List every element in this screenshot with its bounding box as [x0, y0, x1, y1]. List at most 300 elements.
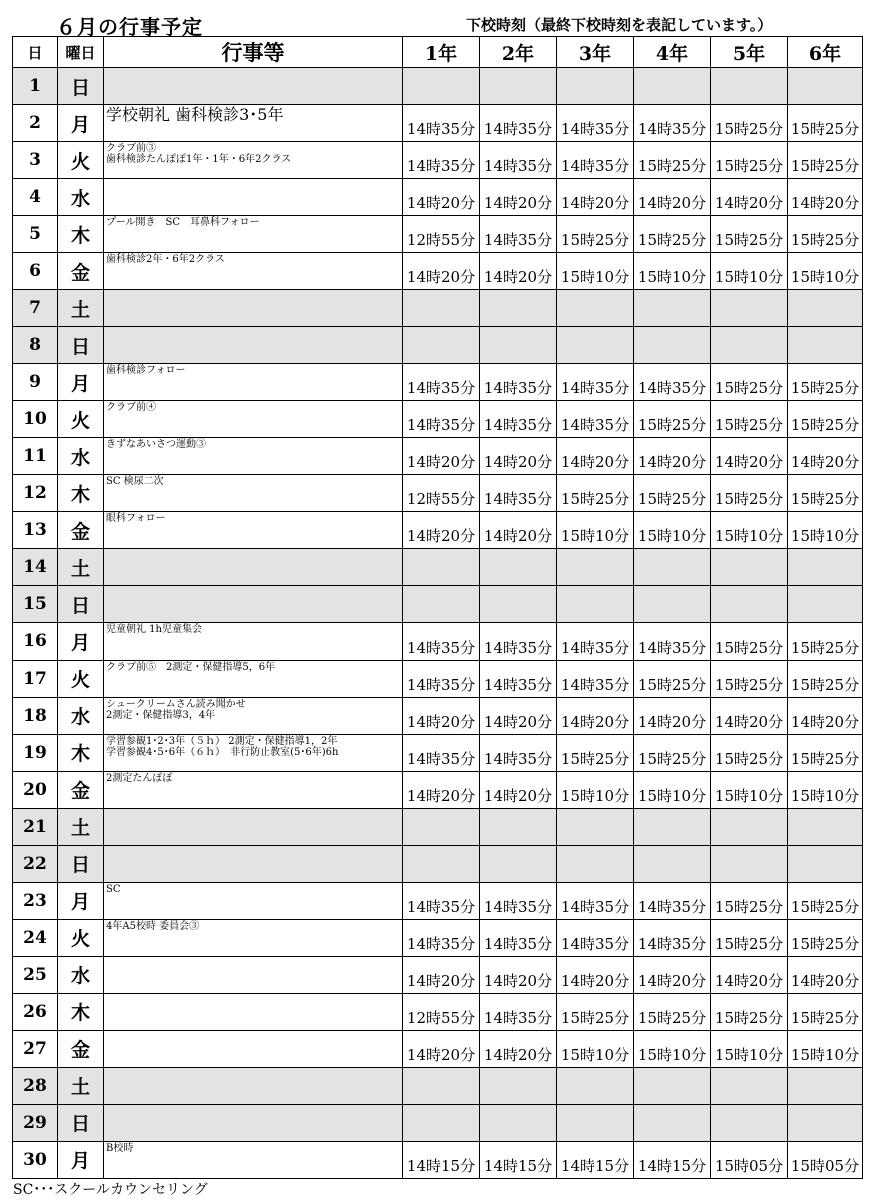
day-cell: 28	[13, 1067, 58, 1104]
dismissal-time-cell: 14時20分	[403, 956, 480, 993]
dismissal-time-cell	[480, 327, 557, 364]
dismissal-time-cell: 14時15分	[480, 1141, 557, 1178]
dismissal-time-cell: 14時35分	[403, 734, 480, 771]
dismissal-time-cell: 14時35分	[557, 364, 634, 401]
dismissal-time-cell: 14時20分	[403, 179, 480, 216]
weekday-cell: 火	[58, 919, 104, 956]
table-row	[13, 1067, 863, 1104]
dismissal-time-cell	[711, 586, 788, 623]
table-row	[13, 253, 863, 290]
dismissal-time-cell	[788, 549, 863, 586]
dismissal-time-cell: 14時35分	[557, 882, 634, 919]
column-header-grade-2: 2年	[480, 37, 557, 68]
dismissal-time-cell	[403, 68, 480, 105]
dismissal-time-cell	[711, 1067, 788, 1104]
event-cell	[104, 364, 403, 401]
table-row	[13, 734, 863, 771]
dismissal-time-cell: 14時35分	[403, 364, 480, 401]
event-cell	[104, 586, 403, 623]
dismissal-time-cell: 15時25分	[788, 364, 863, 401]
dismissal-time-cell: 15時25分	[711, 660, 788, 697]
dismissal-time-cell: 14時20分	[403, 253, 480, 290]
dismissal-time-cell: 14時20分	[634, 697, 711, 734]
dismissal-time-cell	[711, 68, 788, 105]
event-cell	[104, 808, 403, 845]
day-cell: 8	[13, 327, 58, 364]
table-row	[13, 105, 863, 142]
table-row	[13, 1104, 863, 1141]
dismissal-time-cell	[480, 845, 557, 882]
dismissal-time-cell: 14時20分	[480, 512, 557, 549]
dismissal-time-cell: 14時35分	[480, 623, 557, 660]
weekday-cell: 日	[58, 845, 104, 882]
table-row	[13, 68, 863, 105]
dismissal-time-cell: 14時20分	[634, 179, 711, 216]
dismissal-time-cell: 14時35分	[634, 882, 711, 919]
table-row	[13, 549, 863, 586]
weekday-cell: 月	[58, 364, 104, 401]
weekday-cell: 火	[58, 401, 104, 438]
day-cell: 15	[13, 586, 58, 623]
dismissal-time-cell: 15時25分	[711, 475, 788, 512]
dismissal-time-cell: 14時20分	[480, 253, 557, 290]
dismissal-time-cell: 14時20分	[711, 438, 788, 475]
dismissal-time-cell	[711, 549, 788, 586]
dismissal-time-cell	[711, 1104, 788, 1141]
column-header-grade-3: 3年	[557, 37, 634, 68]
dismissal-time-cell: 14時20分	[480, 697, 557, 734]
dismissal-time-cell: 14時15分	[634, 1141, 711, 1178]
dismissal-time-cell	[480, 1104, 557, 1141]
dismissal-time-cell: 14時35分	[557, 142, 634, 179]
weekday-cell: 土	[58, 1067, 104, 1104]
weekday-cell: 火	[58, 660, 104, 697]
dismissal-time-cell	[480, 808, 557, 845]
event-line: 眼科フォロー	[106, 513, 166, 525]
column-header-grade-6: 6年	[788, 37, 863, 68]
weekday-cell: 木	[58, 993, 104, 1030]
table-row	[13, 475, 863, 512]
dismissal-time-cell	[480, 586, 557, 623]
dismissal-time-cell: 15時10分	[788, 771, 863, 808]
event-cell	[104, 919, 403, 956]
event-cell	[104, 327, 403, 364]
dismissal-time-cell	[634, 586, 711, 623]
dismissal-time-cell	[557, 808, 634, 845]
column-header-grade-5: 5年	[711, 37, 788, 68]
dismissal-time-cell: 14時20分	[557, 956, 634, 993]
weekday-cell: 日	[58, 327, 104, 364]
weekday-cell: 土	[58, 290, 104, 327]
table-row	[13, 364, 863, 401]
day-cell: 3	[13, 142, 58, 179]
day-cell: 22	[13, 845, 58, 882]
dismissal-time-cell: 15時25分	[711, 993, 788, 1030]
weekday-cell: 木	[58, 734, 104, 771]
day-cell: 11	[13, 438, 58, 475]
dismissal-time-cell: 15時05分	[788, 1141, 863, 1178]
dismissal-time-cell	[557, 290, 634, 327]
event-cell	[104, 68, 403, 105]
day-cell: 19	[13, 734, 58, 771]
event-line: 学校朝礼 歯科検診3･5年	[106, 105, 284, 125]
weekday-cell: 日	[58, 586, 104, 623]
weekday-cell: 月	[58, 105, 104, 142]
dismissal-time-cell: 15時25分	[711, 882, 788, 919]
event-cell	[104, 697, 403, 734]
dismissal-time-cell: 15時25分	[711, 623, 788, 660]
dismissal-time-cell: 14時35分	[480, 919, 557, 956]
dismissal-time-cell: 14時20分	[480, 1030, 557, 1067]
dismissal-time-cell	[403, 549, 480, 586]
dismissal-time-cell: 14時35分	[634, 105, 711, 142]
event-cell	[104, 142, 403, 179]
event-cell	[104, 660, 403, 697]
table-row	[13, 808, 863, 845]
dismissal-time-cell	[711, 808, 788, 845]
dismissal-time-cell: 14時35分	[480, 660, 557, 697]
dismissal-time-cell: 15時25分	[557, 475, 634, 512]
column-header-grade-1: 1年	[403, 37, 480, 68]
table-row	[13, 993, 863, 1030]
weekday-cell: 水	[58, 179, 104, 216]
event-cell	[104, 512, 403, 549]
event-cell	[104, 1030, 403, 1067]
event-cell	[104, 845, 403, 882]
dismissal-time-cell: 15時25分	[634, 660, 711, 697]
dismissal-time-cell	[634, 290, 711, 327]
dismissal-time-cell: 14時35分	[557, 401, 634, 438]
dismissal-time-cell: 15時25分	[711, 919, 788, 956]
dismissal-time-cell: 14時35分	[480, 882, 557, 919]
dismissal-time-cell: 14時35分	[480, 142, 557, 179]
dismissal-time-cell: 14時35分	[480, 993, 557, 1030]
column-header-weekday: 曜日	[58, 37, 104, 68]
dismissal-time-cell: 15時25分	[634, 401, 711, 438]
day-cell: 25	[13, 956, 58, 993]
dismissal-time-cell: 14時15分	[557, 1141, 634, 1178]
dismissal-time-cell: 15時25分	[788, 105, 863, 142]
event-line: クラブ前④	[106, 402, 156, 414]
dismissal-time-cell: 14時20分	[480, 438, 557, 475]
dismissal-time-cell: 14時20分	[557, 179, 634, 216]
event-cell	[104, 105, 403, 142]
event-line: プール開き SC 耳鼻科フォロー	[106, 217, 260, 229]
dismissal-time-cell: 12時55分	[403, 475, 480, 512]
dismissal-time-cell: 14時20分	[403, 771, 480, 808]
dismissal-time-cell: 15時25分	[711, 364, 788, 401]
day-cell: 20	[13, 771, 58, 808]
event-line: 歯科検診2年・6年2クラス	[106, 254, 225, 266]
header-row	[13, 37, 863, 68]
weekday-cell: 月	[58, 1141, 104, 1178]
dismissal-time-cell	[480, 290, 557, 327]
weekday-cell: 水	[58, 956, 104, 993]
event-cell	[104, 956, 403, 993]
dismissal-time-cell: 14時35分	[557, 660, 634, 697]
event-cell	[104, 475, 403, 512]
dismissal-time-cell: 14時20分	[711, 179, 788, 216]
weekday-cell: 火	[58, 142, 104, 179]
day-cell: 2	[13, 105, 58, 142]
dismissal-time-cell	[557, 68, 634, 105]
dismissal-time-cell: 15時25分	[788, 882, 863, 919]
dismissal-time-cell	[788, 290, 863, 327]
dismissal-time-cell	[557, 1104, 634, 1141]
dismissal-time-cell: 15時25分	[788, 216, 863, 253]
dismissal-time-cell	[788, 1067, 863, 1104]
day-cell: 7	[13, 290, 58, 327]
dismissal-time-cell	[480, 1067, 557, 1104]
table-row	[13, 771, 863, 808]
dismissal-time-cell: 14時20分	[403, 512, 480, 549]
page-title: ６月の行事予定	[56, 15, 203, 39]
weekday-cell: 金	[58, 1030, 104, 1067]
dismissal-time-cell	[634, 549, 711, 586]
dismissal-time-cell: 14時20分	[634, 438, 711, 475]
event-cell	[104, 1067, 403, 1104]
schedule-table	[12, 36, 863, 1179]
dismissal-time-cell: 14時35分	[634, 623, 711, 660]
dismissal-time-cell	[788, 68, 863, 105]
event-line: SC	[106, 883, 121, 895]
dismissal-time-cell: 15時25分	[711, 142, 788, 179]
table-row	[13, 142, 863, 179]
dismissal-time-cell: 15時25分	[557, 734, 634, 771]
schedule-body	[13, 68, 863, 1179]
event-line: 2測定たんぽぽ	[106, 772, 173, 784]
dismissal-time-cell: 14時20分	[557, 697, 634, 734]
day-cell: 9	[13, 364, 58, 401]
dismissal-time-cell: 14時20分	[403, 697, 480, 734]
day-cell: 1	[13, 68, 58, 105]
dismissal-time-cell: 12時55分	[403, 216, 480, 253]
dismissal-time-cell: 14時15分	[403, 1141, 480, 1178]
event-line: 歯科検診フォロー	[106, 365, 186, 377]
dismissal-time-cell: 15時10分	[557, 771, 634, 808]
event-cell	[104, 734, 403, 771]
dismissal-time-cell	[403, 1104, 480, 1141]
weekday-cell: 土	[58, 808, 104, 845]
dismissal-time-cell: 14時20分	[634, 956, 711, 993]
dismissal-time-cell	[403, 845, 480, 882]
event-cell	[104, 438, 403, 475]
dismissal-time-cell: 14時35分	[480, 475, 557, 512]
event-cell	[104, 1141, 403, 1178]
day-cell: 13	[13, 512, 58, 549]
dismissal-time-cell: 15時25分	[634, 216, 711, 253]
weekday-cell: 月	[58, 882, 104, 919]
table-row	[13, 290, 863, 327]
dismissal-time-cell: 15時10分	[711, 253, 788, 290]
dismissal-time-cell: 15時10分	[711, 512, 788, 549]
event-line: 学習参観4･5･6年（６ｈ） 非行防止教室(5･6年)6h	[106, 746, 339, 758]
event-cell	[104, 623, 403, 660]
dismissal-time-cell: 14時20分	[711, 697, 788, 734]
day-cell: 14	[13, 549, 58, 586]
event-line: B校時	[106, 1142, 134, 1154]
event-line: SC 検尿二次	[106, 476, 164, 488]
dismissal-time-cell: 14時20分	[788, 179, 863, 216]
event-cell	[104, 253, 403, 290]
dismissal-time-cell: 14時35分	[480, 105, 557, 142]
dismissal-time-cell: 14時35分	[480, 734, 557, 771]
dismissal-time-cell: 14時20分	[788, 956, 863, 993]
table-row	[13, 327, 863, 364]
dismissal-time-cell: 14時35分	[403, 623, 480, 660]
dismissal-time-cell: 14時20分	[480, 771, 557, 808]
dismissal-time-cell: 15時10分	[634, 512, 711, 549]
dismissal-time-cell: 15時25分	[788, 660, 863, 697]
dismissal-time-cell: 15時25分	[788, 734, 863, 771]
dismissal-time-cell: 15時10分	[557, 512, 634, 549]
day-cell: 29	[13, 1104, 58, 1141]
dismissal-time-cell: 15時25分	[557, 993, 634, 1030]
dismissal-time-cell: 14時35分	[634, 919, 711, 956]
dismissal-time-cell: 14時35分	[403, 919, 480, 956]
dismissal-time-cell	[634, 1067, 711, 1104]
dismissal-time-cell: 15時25分	[788, 142, 863, 179]
dismissal-time-cell	[557, 586, 634, 623]
table-row	[13, 956, 863, 993]
weekday-cell: 金	[58, 512, 104, 549]
weekday-cell: 金	[58, 253, 104, 290]
table-row	[13, 845, 863, 882]
dismissal-time-cell: 15時10分	[634, 771, 711, 808]
event-cell	[104, 401, 403, 438]
dismissal-time-cell: 15時25分	[711, 401, 788, 438]
event-cell	[104, 549, 403, 586]
column-header-grade-4: 4年	[634, 37, 711, 68]
table-row	[13, 919, 863, 956]
weekday-cell: 土	[58, 549, 104, 586]
dismissal-time-cell: 14時35分	[557, 105, 634, 142]
dismissal-time-cell: 14時20分	[403, 1030, 480, 1067]
dismissal-time-cell	[634, 845, 711, 882]
dismissal-time-cell: 15時10分	[788, 253, 863, 290]
weekday-cell: 金	[58, 771, 104, 808]
table-row	[13, 216, 863, 253]
event-line: 4年A5校時 委員会③	[106, 920, 200, 932]
dismissal-time-cell: 15時10分	[711, 1030, 788, 1067]
dismissal-time-cell	[480, 549, 557, 586]
day-cell: 6	[13, 253, 58, 290]
event-line: クラブ前③	[106, 143, 156, 155]
dismissal-time-cell	[788, 1104, 863, 1141]
dismissal-time-cell: 15時05分	[711, 1141, 788, 1178]
dismissal-time-cell	[557, 327, 634, 364]
day-cell: 23	[13, 882, 58, 919]
dismissal-time-cell: 14時35分	[557, 919, 634, 956]
dismissal-time-cell	[557, 549, 634, 586]
dismissal-time-cell	[634, 1104, 711, 1141]
dismissal-time-cell: 14時20分	[711, 956, 788, 993]
dismissal-time-cell: 15時25分	[634, 993, 711, 1030]
dismissal-time-cell	[403, 327, 480, 364]
dismissal-time-cell	[711, 845, 788, 882]
weekday-cell: 水	[58, 697, 104, 734]
column-header-events: 行事等	[104, 37, 403, 68]
event-line: クラブ前⑤ 2測定・保健指導5，6年	[106, 661, 276, 673]
table-row	[13, 697, 863, 734]
footnote: SC･･･スクールカウンセリング	[13, 1182, 208, 1198]
dismissal-time-cell: 15時10分	[788, 512, 863, 549]
day-cell: 4	[13, 179, 58, 216]
dismissal-time-cell	[634, 68, 711, 105]
dismissal-time-cell: 14時35分	[403, 660, 480, 697]
dismissal-time-cell	[403, 290, 480, 327]
event-line: 歯科検診たんぽぽ1年・1年・6年2クラス	[106, 154, 292, 166]
dismissal-time-cell	[403, 1067, 480, 1104]
day-cell: 16	[13, 623, 58, 660]
event-line: シュークリームさん読み聞かせ	[106, 698, 246, 710]
dismissal-time-cell	[557, 1067, 634, 1104]
weekday-cell: 月	[58, 623, 104, 660]
event-line: 2測定・保健指導3，4年	[106, 709, 216, 721]
table-row	[13, 586, 863, 623]
dismissal-time-cell: 15時10分	[788, 1030, 863, 1067]
weekday-cell: 水	[58, 438, 104, 475]
dismissal-time-cell	[403, 808, 480, 845]
dismissal-time-cell: 14時35分	[557, 623, 634, 660]
dismissal-time-cell: 15時25分	[634, 142, 711, 179]
dismissal-time-cell: 14時35分	[403, 401, 480, 438]
table-row	[13, 660, 863, 697]
dismissal-time-cell: 14時20分	[480, 179, 557, 216]
dismissal-time-cell: 14時20分	[403, 438, 480, 475]
day-cell: 10	[13, 401, 58, 438]
day-cell: 5	[13, 216, 58, 253]
table-row	[13, 623, 863, 660]
dismissal-time-cell: 15時10分	[711, 771, 788, 808]
day-cell: 30	[13, 1141, 58, 1178]
dismissal-time-cell: 14時35分	[403, 142, 480, 179]
dismissal-time-cell: 15時10分	[634, 1030, 711, 1067]
dismissal-time-cell: 15時25分	[634, 475, 711, 512]
column-header-day: 日	[13, 37, 58, 68]
event-cell	[104, 216, 403, 253]
day-cell: 24	[13, 919, 58, 956]
event-cell	[104, 771, 403, 808]
table-row	[13, 512, 863, 549]
dismissal-time-cell: 14時20分	[480, 956, 557, 993]
dismissal-time-cell: 14時20分	[788, 438, 863, 475]
dismissal-time-cell	[788, 808, 863, 845]
day-cell: 17	[13, 660, 58, 697]
dismissal-time-cell: 15時25分	[788, 623, 863, 660]
event-cell	[104, 882, 403, 919]
table-row	[13, 1141, 863, 1178]
table-row	[13, 1030, 863, 1067]
dismissal-time-cell: 14時35分	[403, 105, 480, 142]
dismissal-time-heading: 下校時刻（最終下校時刻を表記しています。）	[466, 16, 773, 34]
dismissal-time-cell	[788, 586, 863, 623]
dismissal-time-cell: 14時20分	[557, 438, 634, 475]
day-cell: 12	[13, 475, 58, 512]
event-cell	[104, 1104, 403, 1141]
event-cell	[104, 993, 403, 1030]
dismissal-time-cell: 15時10分	[557, 253, 634, 290]
day-cell: 27	[13, 1030, 58, 1067]
dismissal-time-cell	[788, 845, 863, 882]
dismissal-time-cell	[788, 327, 863, 364]
dismissal-time-cell	[634, 327, 711, 364]
dismissal-time-cell: 15時25分	[711, 734, 788, 771]
dismissal-time-cell: 15時25分	[788, 475, 863, 512]
day-cell: 18	[13, 697, 58, 734]
dismissal-time-cell: 15時25分	[557, 216, 634, 253]
dismissal-time-cell: 15時25分	[788, 993, 863, 1030]
